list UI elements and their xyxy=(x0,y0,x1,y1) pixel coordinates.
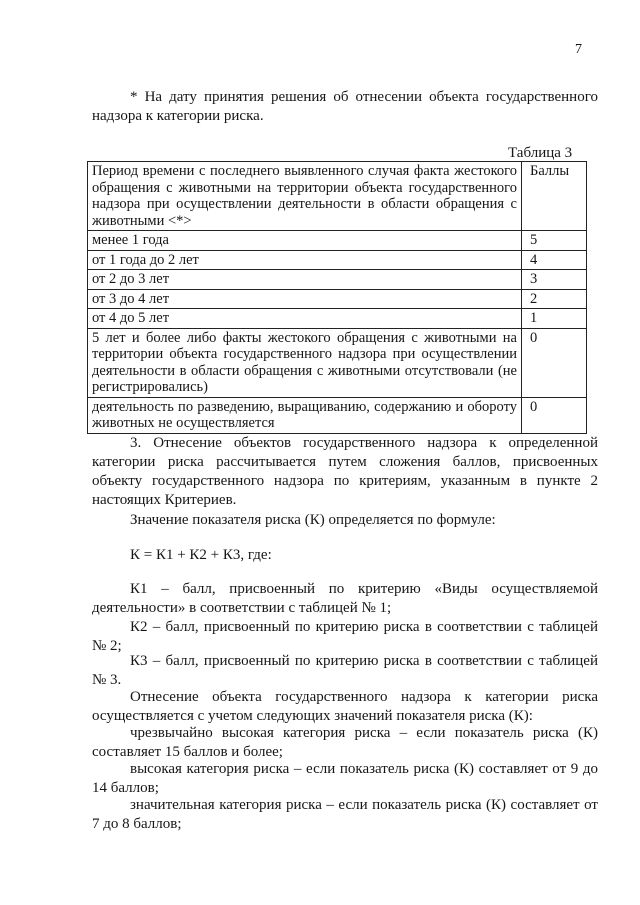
category-extremely-high: чрезвычайно высокая категория риска – если показатель риска (К) составляет 15 баллов и более; xyxy=(92,725,598,760)
points-cell: 1 xyxy=(522,309,587,329)
points-cell: 0 xyxy=(522,397,587,433)
points-cell: 0 xyxy=(522,328,587,397)
k2-definition: К2 – балл, присвоенный по критерию риска в соответствии с таблицей № 2; xyxy=(92,619,598,654)
category-significant: значительная категория риска – если показатель риска (К) составляет от 7 до 8 баллов; xyxy=(92,797,598,832)
period-cell: 5 лет и более либо факты жестокого обращения с животными на территории объекта государственного надзора при осуществлении деятельности в области обращения с животными отсутствовали (не регистрировались) xyxy=(88,328,522,397)
points-cell: 4 xyxy=(522,250,587,270)
period-cell: от 4 до 5 лет xyxy=(88,309,522,329)
table-row xyxy=(88,289,587,309)
header-period-cell: Период времени с последнего выявленного случая факта жестокого обращения с животными на территории объекта государственного надзора при осуществлении деятельности в области обращения с животными <*> xyxy=(88,162,522,231)
paragraph-3: 3. Отнесение объектов государственного надзора к определенной категории риска рассчитывается путем сложения баллов, присвоенных объекту государственного надзора по критериям, указанным в пункте 2 настоящих Критериев. xyxy=(92,435,598,508)
table-row xyxy=(88,309,587,329)
table-row xyxy=(88,231,587,251)
points-cell: 3 xyxy=(522,270,587,290)
period-cell: менее 1 года xyxy=(88,231,522,251)
table-row xyxy=(88,397,587,433)
table-row xyxy=(88,328,587,397)
k1-definition: К1 – балл, присвоенный по критерию «Виды осуществляемой деятельности» в соответствии с таблицей № 1; xyxy=(92,581,598,616)
table-header-row xyxy=(88,162,587,231)
table-row xyxy=(88,250,587,270)
period-cell: деятельность по разведению, выращиванию, содержанию и обороту животных не осуществляется xyxy=(88,397,522,433)
points-cell: 5 xyxy=(522,231,587,251)
risk-table xyxy=(87,161,587,434)
period-cell: от 3 до 4 лет xyxy=(88,289,522,309)
k3-definition: К3 – балл, присвоенный по критерию риска в соответствии с таблицей № 3. xyxy=(92,653,598,688)
period-cell: от 2 до 3 лет xyxy=(88,270,522,290)
formula: К = К1 + К2 + К3, где: xyxy=(130,547,272,563)
formula-intro: Значение показателя риска (К) определяется по формуле: xyxy=(130,512,496,528)
categories-intro: Отнесение объекта государственного надзора к категории риска осуществляется с учетом следующих значений показателя риска (К): xyxy=(92,689,598,724)
page-number: 7 xyxy=(575,42,582,57)
points-cell: 2 xyxy=(522,289,587,309)
header-points-cell: Баллы xyxy=(522,162,587,231)
footnote: * На дату принятия решения об отнесении объекта государственного надзора к категории риска. xyxy=(92,89,598,124)
period-cell: от 1 года до 2 лет xyxy=(88,250,522,270)
table-row xyxy=(88,270,587,290)
table-caption: Таблица 3 xyxy=(508,145,573,161)
category-high: высокая категория риска – если показатель риска (К) составляет от 9 до 14 баллов; xyxy=(92,761,598,796)
